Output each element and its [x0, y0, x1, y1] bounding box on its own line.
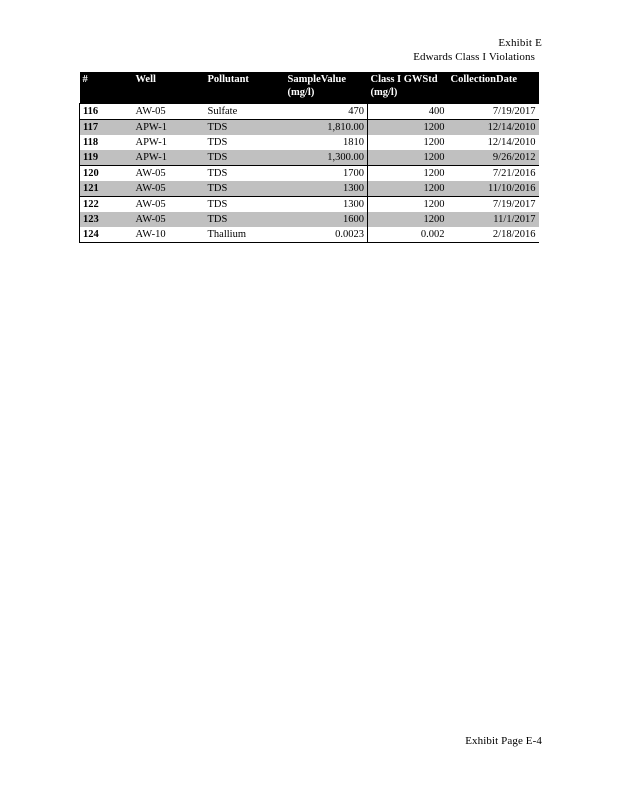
pollutant-cell: TDS: [205, 181, 285, 197]
pollutant-cell: TDS: [205, 120, 285, 136]
column-header-well: Well: [133, 72, 205, 104]
sample-value-cell: 1600: [285, 212, 368, 227]
collection-date-cell: 9/26/2012: [448, 150, 539, 166]
column-header-collection-date: CollectionDate: [448, 72, 539, 104]
table-row: [80, 212, 539, 227]
table-row: [80, 120, 539, 136]
collection-date-cell: 11/10/2016: [448, 181, 539, 197]
well-cell: APW-1: [133, 150, 205, 166]
violations-table: [79, 72, 539, 243]
row-number: 120: [80, 166, 133, 182]
table-row: [80, 150, 539, 166]
well-cell: APW-1: [135, 137, 167, 148]
collection-date-cell: 7/19/2017: [448, 104, 539, 120]
column-header-pollutant: Pollutant: [205, 72, 285, 104]
sample-value-cell: 1,810.00: [285, 120, 368, 136]
row-number: 118: [80, 135, 133, 150]
sample-value-cell: 1,300.00: [285, 150, 368, 166]
gw-std-cell: 1200: [368, 181, 448, 197]
gw-std-cell: 400: [368, 104, 448, 120]
row-number: 123: [80, 212, 133, 227]
well-cell: AW-05: [133, 104, 205, 120]
gw-std-cell: 0.002: [368, 227, 448, 243]
sample-value-cell: 1700: [285, 166, 368, 182]
table-row: [80, 166, 539, 182]
collection-date-cell: 12/14/2010: [448, 120, 539, 136]
row-number: 124: [80, 227, 133, 243]
page-footer: Exhibit Page E-4: [465, 735, 542, 747]
pollutant-cell: Thallium: [205, 227, 285, 243]
well-cell: AW-05: [133, 166, 205, 182]
pollutant-cell: TDS: [205, 150, 285, 166]
table-row: [80, 181, 539, 197]
sample-value-cell: 1810: [285, 135, 368, 150]
gw-std-cell: 1200: [368, 197, 448, 213]
table-row: [80, 197, 539, 213]
gw-std-cell: 1200: [368, 166, 448, 182]
pollutant-cell: TDS: [205, 166, 285, 182]
well-cell: AW-05: [133, 181, 205, 197]
pollutant-cell: TDS: [207, 137, 228, 148]
gw-std-cell: 1200: [368, 120, 448, 136]
column-header-sample-value: SampleValue (mg/l): [285, 72, 368, 104]
sample-value-cell: 1300: [285, 197, 368, 213]
table-row: [80, 104, 539, 120]
row-number: 117: [80, 120, 133, 136]
collection-date-cell: 11/1/2017: [448, 212, 539, 227]
pollutant-cell: Sulfate: [205, 104, 285, 120]
pollutant-cell: TDS: [205, 212, 285, 227]
table-row: [80, 227, 539, 243]
well-cell: AW-05: [133, 212, 205, 227]
row-number: 121: [80, 181, 133, 197]
collection-date-cell: 12/14/2010: [487, 137, 536, 148]
collection-date-cell: 2/18/2016: [448, 227, 539, 243]
row-number: 122: [80, 197, 133, 213]
collection-date-cell: 7/21/2016: [448, 166, 539, 182]
table-header-row: [80, 72, 539, 104]
column-header-number: #: [80, 72, 133, 104]
well-cell: APW-1: [133, 120, 205, 136]
document-title: Edwards Class I Violations: [413, 51, 535, 63]
sample-value-cell: 0.0023: [285, 227, 368, 243]
column-header-class-i-gw-std: Class I GWStd (mg/l): [368, 72, 448, 104]
row-number: 119: [80, 150, 133, 166]
well-cell: AW-05: [133, 197, 205, 213]
pollutant-cell: TDS: [205, 197, 285, 213]
exhibit-label: Exhibit E: [498, 37, 542, 49]
well-cell: AW-10: [133, 227, 205, 243]
collection-date-cell: 7/19/2017: [448, 197, 539, 213]
sample-value-cell: 1300: [285, 181, 368, 197]
gw-std-cell: 1200: [368, 212, 448, 227]
sample-value-cell: 470: [285, 104, 368, 120]
row-number: 116: [80, 104, 133, 120]
gw-std-cell: 1200: [368, 150, 448, 166]
table-row: [80, 135, 539, 150]
gw-std-cell: 1200: [368, 135, 448, 150]
